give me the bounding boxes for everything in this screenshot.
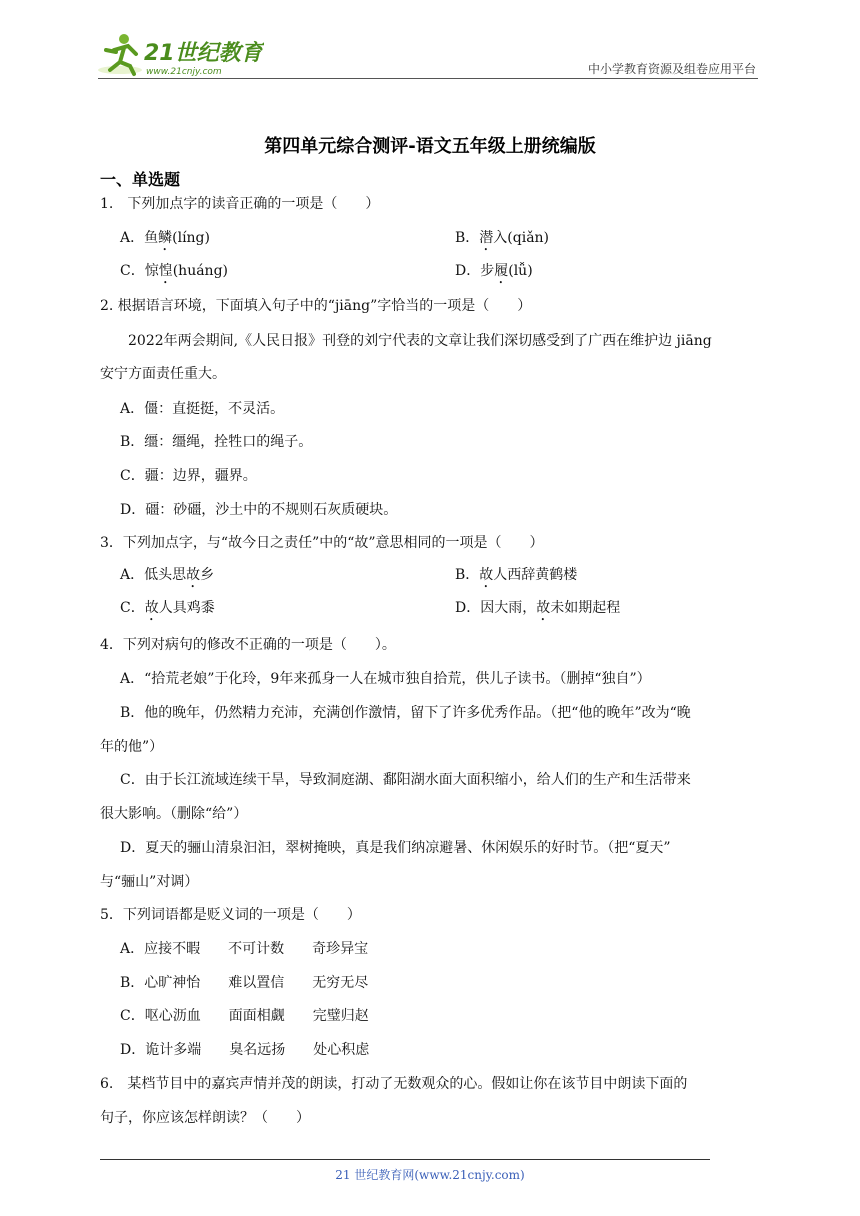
question-6-stem-line-2: 句子，你应该怎样朗读？（ ） — [100, 1110, 310, 1126]
question-1-option-c: C．惊惶(huáng) — [120, 263, 229, 279]
site-logo — [94, 30, 264, 78]
header-divider — [98, 78, 758, 79]
page-header — [0, 0, 860, 84]
question-4-option-c-line-2: 很大影响。（删除“给”） — [100, 806, 248, 822]
question-5-option-b: B．心旷神怡 难以置信 无穷无尽 — [120, 975, 369, 991]
question-1-stem: 1. 下列加点字的读音正确的一项是（ ） — [100, 196, 380, 212]
question-4-option-d-line-1: D．夏天的骊山清泉汩汩，翠树掩映，真是我们纳凉避暑、休闲娱乐的好时节。（把“夏天” — [120, 840, 671, 856]
question-5-option-c: C．呕心沥血 面面相觑 完璧归赵 — [120, 1008, 369, 1024]
question-4-option-a: A．“拾荒老娘”于化玲，9年来孤身一人在城市独自拾荒，供儿子读书。（删掉“独自”） — [120, 671, 651, 687]
footer-divider — [100, 1159, 710, 1160]
question-4-option-b-line-2: 年的他”） — [100, 739, 164, 755]
question-1-option-a: A．鱼鳞(líng) — [120, 230, 210, 246]
footer-text: 21 世纪教育网(www.21cnjy.com) — [335, 1168, 525, 1182]
question-4-option-b-line-1: B．他的晚年，仍然精力充沛，充满创作激情，留下了许多优秀作品。（把“他的晚年”改为“晚 — [120, 705, 691, 721]
question-3-stem: 3．下列加点字，与“故今日之责任”中的“故”意思相同的一项是（ ） — [100, 535, 544, 551]
question-6-stem-line-1: 6. 某档节目中的嘉宾声情并茂的朗读，打动了无数观众的心。假如让你在该节目中朗读下面的 — [100, 1076, 688, 1092]
question-5-stem: 5．下列词语都是贬义词的一项是（ ） — [100, 907, 361, 923]
question-2-passage-line-2: 安宁方面责任重大。 — [100, 366, 226, 382]
question-3-option-a: A．低头思故乡 — [120, 567, 215, 583]
runner-logo-icon — [94, 30, 264, 78]
section-heading: 一、单选题 — [100, 170, 181, 189]
question-3-option-d: D．因大雨，故未如期起程 — [455, 600, 621, 616]
question-2-option-b: B．缰：缰绳，拴牲口的绳子。 — [120, 434, 313, 450]
question-2-option-a: A．僵：直挺挺，不灵活。 — [120, 401, 285, 417]
header-tagline: 中小学教育资源及组卷应用平台 — [587, 62, 756, 76]
question-2-passage-line-1: 2022年两会期间,《人民日报》刊登的刘宁代表的文章让我们深切感受到了广西在维护边 jiāng — [128, 333, 712, 349]
question-2-option-c: C．疆：边界，疆界。 — [120, 468, 257, 484]
document-title: 第四单元综合测评-语文五年级上册统编版 — [264, 136, 596, 157]
question-2-stem: 2. 根据语言环境，下面填入句子中的“jiāng”字恰当的一项是（ ） — [100, 298, 532, 314]
question-2-option-d: D．礓：砂礓，沙土中的不规则石灰质硬块。 — [120, 502, 398, 518]
question-5-option-d: D．诡计多端 臭名远扬 处心积虑 — [120, 1042, 370, 1058]
question-1-option-d: D．步履(lǚ) — [455, 263, 533, 279]
question-1-option-b: B．潜入(qiǎn) — [455, 230, 550, 246]
question-5-option-a: A．应接不暇 不可计数 奇珍异宝 — [120, 941, 369, 957]
question-3-option-b: B．故人西辞黄鹤楼 — [455, 567, 578, 583]
question-4-stem: 4．下列对病句的修改不正确的一项是（ ）。 — [100, 637, 396, 653]
logo-url: www.21cnjy.com — [146, 67, 222, 77]
question-4-option-c-line-1: C．由于长江流域连续干旱，导致洞庭湖、鄱阳湖水面大面积缩小，给人们的生产和生活带来 — [120, 772, 691, 788]
question-3-option-c: C．故人具鸡黍 — [120, 600, 215, 616]
question-4-option-d-line-2: 与“骊山”对调） — [100, 874, 199, 890]
logo-text: 21世纪教育 — [144, 41, 263, 66]
